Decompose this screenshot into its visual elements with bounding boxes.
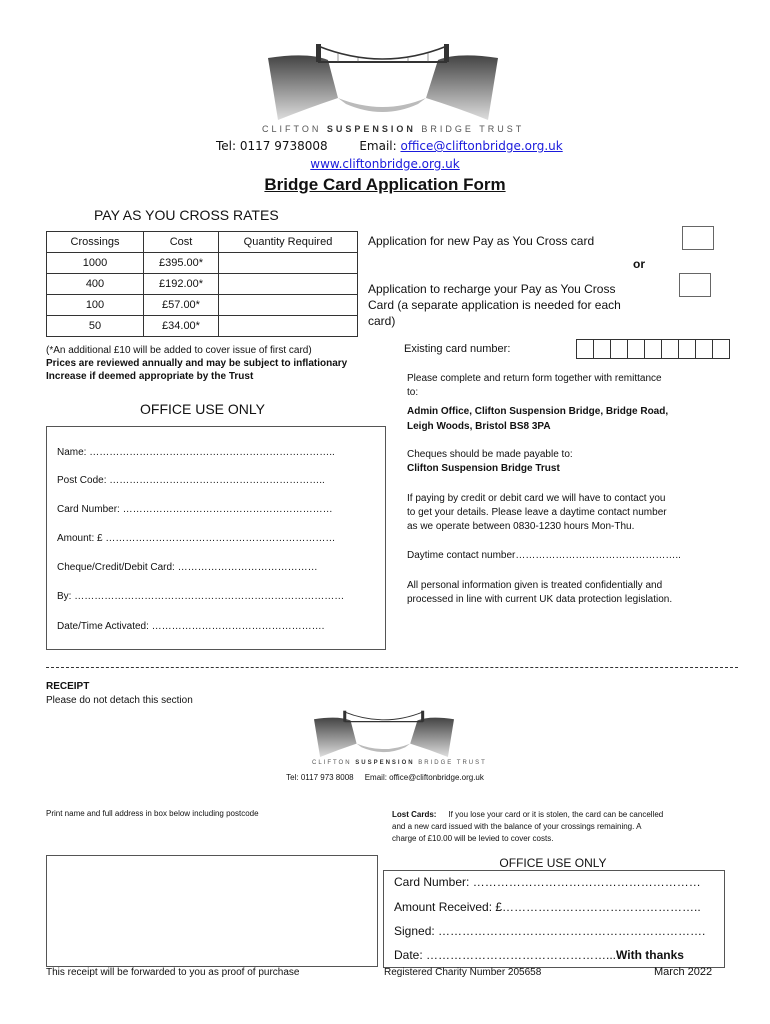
existing-card-label: Existing card number: [404,343,511,355]
new-card-label: Application for new Pay as You Cross card [368,234,595,248]
receipt-trust-name [312,760,487,766]
rates-header-row [47,232,358,253]
website-link[interactable]: www.cliftonbridge.org.uk [310,157,460,171]
return-address [407,404,668,434]
lost-cards-line3: charge of £10.00 will be levied to cover costs. [392,834,554,843]
email-label: Email: [359,139,401,153]
existing-card-number-field[interactable] [576,339,730,359]
receipt-trust-light: CLIFTON [312,760,356,766]
or-label: or [633,257,645,271]
cost-cell: £34.00* [144,316,219,337]
col-crossings: Crossings [47,232,144,253]
contact-line [216,139,563,153]
cheque-line1: Cheques should be made payable to: [407,449,573,460]
rates-note: (*An additional £10 will be added to cover issue of first card) [46,345,312,356]
return-line2: to: [407,387,419,398]
cheque-instructions [407,448,573,476]
cheque-payee: Clifton Suspension Bridge Trust [407,463,560,474]
card-line2: to get your details. Please leave a daytime contact number [407,507,667,518]
quantity-input-cell[interactable] [219,295,358,316]
lost-cards-line2: and a new card issued with the balance of your crossings remaining. A [392,822,642,831]
privacy-notice [407,579,672,607]
crossings-cell: 1000 [47,253,144,274]
office-by-field[interactable]: By: ……………………………………………………………………… [57,591,345,602]
receipt-date-input[interactable]: Date: ………………………………………... [394,948,617,962]
email-link[interactable]: office@cliftonbridge.org.uk [400,139,563,153]
receipt-contact: Tel: 0117 973 8008 Email: office@cliftonbridge.org.uk [286,773,484,782]
recharge-label-line2: Card (a separate application is needed for each [368,298,621,312]
privacy-line1: All personal information given is treated confidentially and [407,580,663,591]
recharge-label-line1: Application to recharge your Pay as You Cross [368,282,616,296]
col-quantity: Quantity Required [219,232,358,253]
trust-name-bold: SUSPENSION [326,124,416,134]
office-name-field[interactable]: Name: ……………………………………………………………….. [57,447,335,458]
rates-inflation-note: Prices are reviewed annually and may be subject to inflationary [46,358,348,369]
recharge-label-line3: card) [368,314,396,328]
crossings-cell: 400 [47,274,144,295]
office-postcode-field[interactable]: Post Code: ……………………………………………………….. [57,475,325,486]
lost-cards-label: Lost Cards: [392,810,437,819]
receipt-subheading: Please do not detach this section [46,695,193,706]
rates-heading: PAY AS YOU CROSS RATES [94,207,279,223]
receipt-office-heading: OFFICE USE ONLY [499,856,607,870]
daytime-contact-field[interactable]: Daytime contact number………………………………………….. [407,550,681,561]
receipt-trust-bold: SUSPENSION [355,760,415,766]
charity-number: Registered Charity Number 205658 [384,967,542,978]
new-card-checkbox[interactable] [682,226,714,250]
recharge-label [368,281,621,329]
form-date: March 2022 [654,966,713,978]
rates-table [46,231,358,337]
cost-cell: £395.00* [144,253,219,274]
receipt-bridge-logo [314,706,454,758]
receipt-amount-field[interactable]: Amount Received: £………………………………………….. [394,900,701,914]
website-line [0,157,770,171]
office-use-box [46,426,386,650]
address-box[interactable] [46,855,378,967]
crossings-cell: 50 [47,316,144,337]
lost-cards-notice [392,809,732,845]
card-line3: as we operate between 0830-1230 hours Mon-Thu. [407,521,635,532]
return-instructions [407,372,662,400]
form-title: Bridge Card Application Form [264,175,506,194]
table-row [47,274,358,295]
office-use-heading: OFFICE USE ONLY [140,401,265,417]
receipt-card-number-field[interactable]: Card Number: ………………………………………………… [394,875,701,889]
quantity-input-cell[interactable] [219,316,358,337]
tel-text: Tel: 0117 9738008 [216,139,328,153]
receipt-date-field [394,948,684,962]
recharge-checkbox[interactable] [679,273,711,297]
table-row [47,295,358,316]
receipt-trust-light-2: BRIDGE TRUST [414,760,487,766]
privacy-line2: processed in line with current UK data protection legislation. [407,594,673,605]
tear-line [46,667,738,668]
proof-note: This receipt will be forwarded to you as proof of purchase [46,967,300,978]
office-payment-method-field[interactable]: Cheque/Credit/Debit Card: …………………………………… [57,562,318,573]
office-card-number-field[interactable]: Card Number: ……………………………………………………… [57,504,333,515]
col-cost: Cost [144,232,219,253]
trust-name [262,124,524,134]
quantity-input-cell[interactable] [219,274,358,295]
with-thanks: With thanks [616,948,684,962]
cost-cell: £57.00* [144,295,219,316]
receipt-heading: RECEIPT [46,681,90,692]
quantity-input-cell[interactable] [219,253,358,274]
table-row [47,316,358,337]
lost-cards-line1: If you lose your card or it is stolen, the card can be cancelled [448,810,664,819]
card-line1: If paying by credit or debit card we will have to contact you [407,493,666,504]
address-line1: Admin Office, Clifton Suspension Bridge, Bridge Road, [407,406,669,417]
cost-cell: £192.00* [144,274,219,295]
office-date-activated-field[interactable]: Date/Time Activated: ……………………………………………. [57,621,325,632]
receipt-signed-field[interactable]: Signed: …………………………………………………………. [394,924,706,938]
bridge-logo [268,38,498,120]
office-amount-field[interactable]: Amount: £ …………………………………………………………… [57,533,336,544]
receipt-office-box [383,870,725,968]
card-instructions [407,492,667,534]
rates-inflation-note-2: Increase if deemed appropriate by the Trust [46,371,254,382]
trust-name-light: CLIFTON [262,124,327,134]
return-line1: Please complete and return form together with remittance [407,373,662,384]
table-row [47,253,358,274]
address-line2: Leigh Woods, Bristol BS8 3PA [407,421,551,432]
crossings-cell: 100 [47,295,144,316]
print-name-instruction: Print name and full address in box below including postcode [46,809,259,818]
trust-name-light-2: BRIDGE TRUST [415,124,525,134]
